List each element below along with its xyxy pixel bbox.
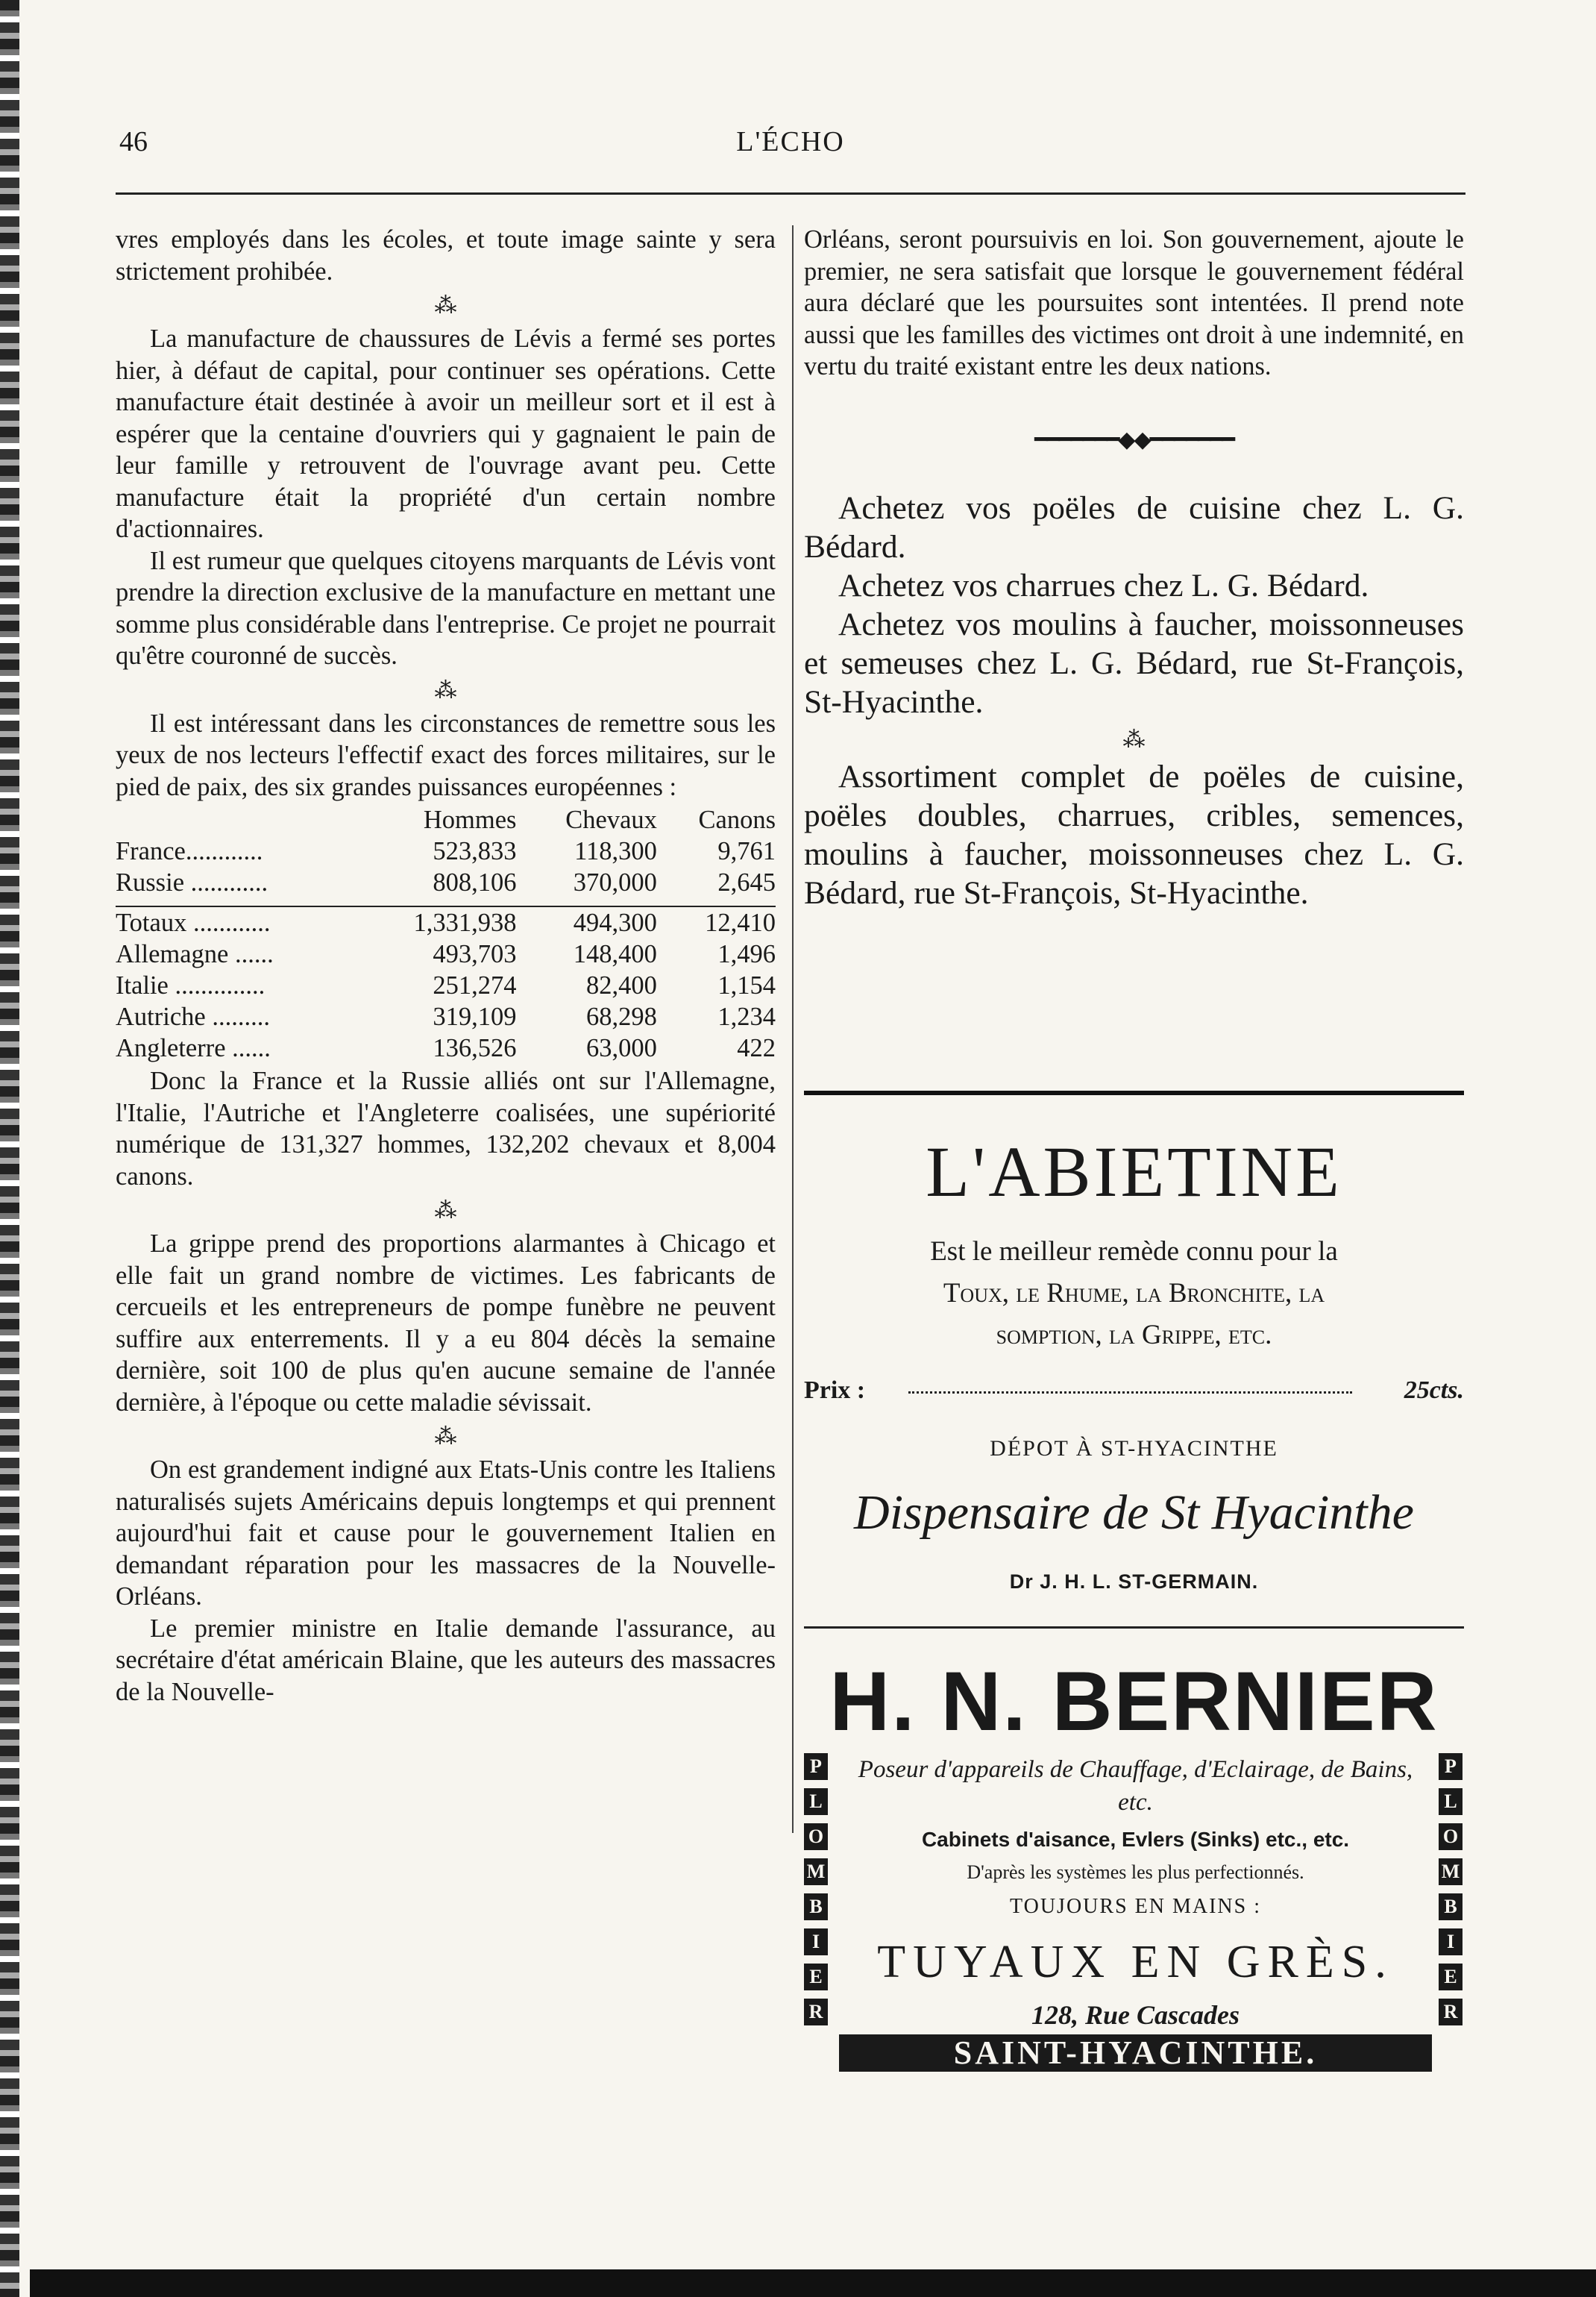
plombier-side-left bbox=[804, 1753, 829, 2025]
side-letter: O bbox=[804, 1823, 828, 1850]
abietine-line: Toux, le Rhume, la Bronchite, la bbox=[943, 1278, 1325, 1309]
side-letter: L bbox=[1439, 1788, 1463, 1815]
table-row bbox=[116, 867, 776, 898]
asterism: ⁂ bbox=[1122, 727, 1146, 752]
ad-line: Achetez vos poëles de cuisine chez L. G. Bédard. bbox=[804, 490, 1464, 565]
table-cell: 82,400 bbox=[586, 971, 657, 1000]
side-letter: B bbox=[1439, 1893, 1463, 1920]
table-row bbox=[116, 1032, 776, 1064]
abietine-line: Est le meilleur remède connu pour la bbox=[930, 1236, 1338, 1267]
table-row bbox=[116, 836, 776, 867]
bernier-toujours: TOUJOURS EN MAINS : bbox=[1010, 1895, 1261, 1918]
table-cell: 494,300 bbox=[573, 909, 657, 937]
table-cell: 422 bbox=[737, 1034, 776, 1062]
paragraph: La manufacture de chaussures de Lévis a fermé ses portes hier, à défaut de capital, pour continuer ses opérations. Cette manufacture était destinée à avoir un meilleur sort et il est à espérer que la centaine d'ouvriers qui y gagnaient le pain de leur famille y retrouvent de l'ouvrage avant peu. Cette manufacture était la propriété d'un certain nombre d'actionnaires. bbox=[116, 325, 776, 543]
side-letter: P bbox=[804, 1753, 828, 1780]
side-letter: M bbox=[804, 1858, 828, 1885]
table-cell: Angleterre ...... bbox=[116, 1034, 271, 1062]
plombier-side-right bbox=[1439, 1753, 1464, 2025]
side-letter: R bbox=[804, 1999, 828, 2025]
table-cell: 68,298 bbox=[586, 1003, 657, 1031]
table-cell: 808,106 bbox=[433, 868, 517, 897]
paragraph: On est grandement indigné aux Etats-Unis contre les Italiens naturalisés sujets Américains depuis longtemps et qui prennent aujourd'hui fait et cause pour le gouvernement Italien en demandant réparation pour les massacres de la Nouvelle-Orléans. bbox=[116, 1455, 776, 1611]
table-cell: 1,331,938 bbox=[413, 909, 517, 937]
side-letter: O bbox=[1439, 1823, 1463, 1850]
price-line bbox=[804, 1376, 1464, 1405]
paragraph: Il est rumeur que quelques citoyens marquants de Lévis vont prendre la direction exclusive de la manufacture en mettant une somme plus considérable dans l'entreprise. Ce projet ne pourrait qu'être couronné de succès. bbox=[116, 546, 776, 670]
column-divider bbox=[792, 225, 794, 1833]
table-cell: 370,000 bbox=[573, 868, 657, 897]
table-header-row bbox=[116, 804, 776, 836]
bernier-city: SAINT-HYACINTHE. bbox=[839, 2034, 1432, 2072]
ornamental-divider: ━━━━━━━◆◆━━━━━━━ bbox=[1034, 427, 1234, 452]
table-cell: 251,274 bbox=[433, 971, 517, 1000]
table-cell: 118,300 bbox=[574, 837, 657, 865]
paragraph: vres employés dans les écoles, et toute image sainte y sera strictement prohibée. bbox=[116, 225, 776, 286]
paragraph: La grippe prend des proportions alarmantes à Chicago et elle fait un grand nombre de victimes. Les fabricants de cercueils et les entrepreneurs de pompe funèbre ne peuvent suffire aux enterrements. Il y a eu 804 décès la semaine dernière, soit 100 de plus qu'en aucune semaine de l'année dernière, à l'époque ou cette maladie sévissait. bbox=[116, 1229, 776, 1417]
table-cell: 493,703 bbox=[433, 940, 517, 968]
table-row bbox=[116, 907, 776, 938]
ad-rule bbox=[804, 1626, 1464, 1629]
table-cell: 12,410 bbox=[705, 909, 776, 937]
right-column bbox=[804, 224, 1464, 912]
bernier-tuyaux: TUYAUX EN GRÈS. bbox=[877, 1937, 1394, 1987]
abietine-body bbox=[804, 1231, 1464, 1356]
table-header-cell: Chevaux bbox=[565, 806, 657, 834]
abietine-line: somption, la Grippe, etc. bbox=[996, 1320, 1272, 1350]
table-spacer bbox=[116, 898, 776, 906]
paragraph: Il est intéressant dans les circonstances de remettre sous les yeux de nos lecteurs l'effectif exact des forces militaires, sur le pied de paix, des six grandes puissances européennes : bbox=[116, 709, 776, 801]
table-cell: 1,234 bbox=[717, 1003, 776, 1031]
abietine-title: L'ABIETINE bbox=[926, 1132, 1342, 1212]
table-cell: 1,154 bbox=[717, 971, 776, 1000]
table-header-cell: Hommes bbox=[423, 806, 517, 834]
side-letter: P bbox=[1439, 1753, 1463, 1780]
table-header-cell: Canons bbox=[698, 806, 776, 834]
page-header bbox=[119, 125, 1462, 170]
bernier-address: 128, Rue Cascades bbox=[1031, 2000, 1240, 2030]
price-label: Prix : bbox=[804, 1376, 866, 1404]
bernier-systems: D'après les systèmes les plus perfectionnés. bbox=[967, 1861, 1304, 1883]
bernier-cabinets: Cabinets d'aisance, Evlers (Sinks) etc., etc. bbox=[921, 1828, 1350, 1851]
ad-line: Achetez vos moulins à faucher, moissonneuses et semeuses chez L. G. Bédard, rue St-François, St-Hyacinthe. bbox=[804, 607, 1464, 720]
header-rule bbox=[116, 192, 1465, 195]
asterism: ⁂ bbox=[434, 293, 457, 318]
military-forces-table bbox=[116, 804, 776, 1064]
table-cell: 136,526 bbox=[433, 1034, 517, 1062]
side-letter: M bbox=[1439, 1858, 1463, 1885]
table-cell: Russie ............ bbox=[116, 868, 268, 897]
paragraph: Donc la France et la Russie alliés ont sur l'Allemagne, l'Italie, l'Autriche et l'Angleterre coalisées, une supériorité numérique de 131,327 hommes, 132,202 chevaux et 8,004 canons. bbox=[116, 1067, 776, 1191]
price-value: 25cts. bbox=[1404, 1376, 1464, 1404]
side-letter: B bbox=[804, 1893, 828, 1920]
bernier-title: H. N. BERNIER bbox=[829, 1655, 1439, 1748]
table-cell: Totaux ............ bbox=[116, 909, 271, 937]
ad-line: Achetez vos charrues chez L. G. Bédard. bbox=[838, 568, 1369, 604]
ad-rule bbox=[804, 1091, 1464, 1095]
scan-edge-left bbox=[0, 0, 19, 2297]
side-letter: E bbox=[1439, 1964, 1463, 1990]
table-cell: 148,400 bbox=[573, 940, 657, 968]
ad-line: Assortiment complet de poëles de cuisine, poëles doubles, charrues, cribles, semences, moulins à faucher, moissonneuses chez L. G. Bédard, rue St-François, St-Hyacinthe. bbox=[804, 759, 1464, 911]
table-row bbox=[116, 970, 776, 1001]
table-cell: 319,109 bbox=[433, 1003, 517, 1031]
table-row bbox=[116, 938, 776, 970]
table-cell: 2,645 bbox=[717, 868, 776, 897]
bernier-services: Poseur d'appareils de Chauffage, d'Eclairage, de Bains, etc. bbox=[858, 1756, 1413, 1816]
table-row bbox=[116, 1001, 776, 1032]
table-header-cell bbox=[116, 804, 358, 836]
dispensary-name: Dispensaire de St Hyacinthe bbox=[854, 1485, 1414, 1540]
side-letter: E bbox=[804, 1964, 828, 1990]
depot-line: DÉPOT À ST-HYACINTHE bbox=[990, 1436, 1278, 1461]
asterism: ⁂ bbox=[434, 1424, 457, 1449]
page-number: 46 bbox=[119, 126, 148, 157]
table-cell: 523,833 bbox=[433, 837, 517, 865]
paragraph: Le premier ministre en Italie demande l'assurance, au secrétaire d'état américain Blaine, que les auteurs des massacres de la Nouvelle- bbox=[116, 1614, 776, 1706]
price-leader bbox=[908, 1391, 1352, 1394]
bedard-advertisements bbox=[804, 489, 1464, 912]
table-cell: Autriche ......... bbox=[116, 1003, 270, 1031]
table-cell: Allemagne ...... bbox=[116, 940, 274, 968]
table-cell: France............ bbox=[116, 837, 263, 865]
table-cell: 63,000 bbox=[586, 1034, 657, 1062]
side-letter: L bbox=[804, 1788, 828, 1815]
side-letter: I bbox=[804, 1928, 828, 1955]
asterism: ⁂ bbox=[434, 1198, 457, 1223]
paragraph: Orléans, seront poursuivis en loi. Son gouvernement, ajoute le premier, ne sera satisfait que lorsque le gouvernement fédéral aura déclaré que les poursuites sont intentées. Il prend note aussi que les familles des victimes ont droit à une indemnité, en vertu du traité existant entre les deux nations. bbox=[804, 225, 1464, 380]
doctor-name: Dr J. H. L. ST-GERMAIN. bbox=[1009, 1570, 1259, 1593]
side-letter: R bbox=[1439, 1999, 1463, 2025]
journal-title: L'ÉCHO bbox=[736, 126, 845, 157]
side-letter: I bbox=[1439, 1928, 1463, 1955]
left-column bbox=[116, 224, 776, 1708]
table-cell: 1,496 bbox=[717, 940, 776, 968]
asterism: ⁂ bbox=[434, 677, 457, 703]
table-cell: Italie .............. bbox=[116, 971, 266, 1000]
table-cell: 9,761 bbox=[717, 837, 776, 865]
scan-edge-bottom bbox=[30, 2269, 1596, 2297]
